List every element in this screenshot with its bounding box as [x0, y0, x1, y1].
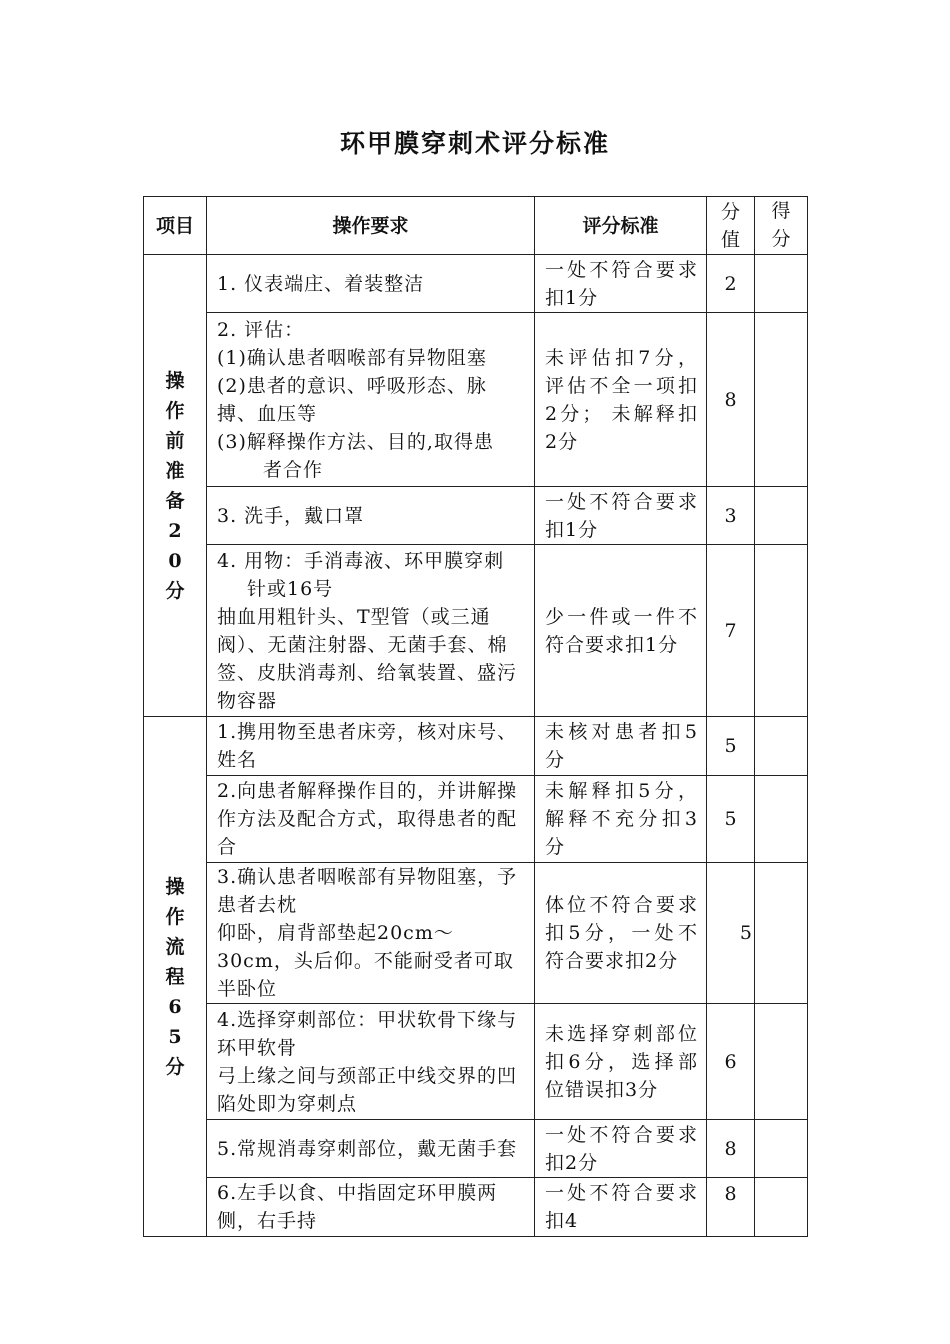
score-cell: [755, 776, 808, 863]
requirement-line: 4.选择穿刺部位：甲状软骨下缘与环甲软骨: [217, 1008, 518, 1059]
page-title: 环甲膜穿刺术评分标准: [339, 129, 610, 158]
value-cell: 6: [707, 1004, 755, 1120]
value-cell: 5: [707, 717, 755, 776]
requirement-line: 2.向患者解释操作目的，并讲解操作方法及配合方式，取得患者的配合: [217, 780, 518, 858]
header-requirement: 操作要求: [207, 197, 535, 255]
table-row: [144, 717, 808, 776]
score-cell: [755, 1178, 808, 1237]
table-row: [144, 487, 808, 545]
value-cell: 5: [707, 863, 755, 1004]
requirement-line: 者合作: [263, 458, 324, 481]
header-row: [144, 197, 808, 255]
value-cell: 3: [707, 487, 755, 545]
score-cell: [755, 313, 808, 487]
value-cell: 8: [707, 313, 755, 487]
category-label: 操作流程65分: [165, 875, 185, 1078]
standard-cell: 未评估扣7分，评估不全一项扣2分； 未解释扣2分: [535, 313, 707, 487]
standard-cell: 一处不符合要求扣1分: [535, 255, 707, 313]
header-got-line2: 分: [771, 228, 791, 250]
requirement-line: 2. 评估：: [217, 318, 305, 341]
score-cell: [755, 255, 808, 313]
category-cell: [144, 717, 207, 1237]
requirement-cell: [207, 1120, 535, 1178]
header-value-line1: 分: [720, 200, 740, 223]
requirement-cell: [207, 1178, 535, 1237]
header-item: 项目: [144, 197, 207, 255]
standard-cell: 一处不符合要求扣1分: [535, 487, 707, 545]
requirement-line: 弓上缘之间与颈部正中线交界的凹陷处即为穿刺点: [217, 1064, 518, 1115]
requirement-line: 3.确认患者咽喉部有异物阻塞，予患者去枕: [217, 866, 518, 916]
table-row: [144, 776, 808, 863]
score-cell: [755, 545, 808, 717]
score-cell: [755, 1120, 808, 1178]
value-cell: 8: [707, 1178, 755, 1237]
scoring-table: [143, 196, 808, 1237]
requirement-cell: [207, 776, 535, 863]
requirement-cell: [207, 863, 535, 1004]
requirement-line: 1.携用物至患者床旁，核对床号、姓名: [217, 721, 518, 771]
requirement-line: 5.常规消毒穿刺部位，戴无菌手套: [217, 1137, 518, 1160]
standard-cell: 未核对患者扣5分: [535, 717, 707, 776]
category-label: 操作前准备20分: [165, 369, 185, 602]
value-cell: 7: [707, 545, 755, 717]
value-cell: 8: [707, 1120, 755, 1178]
table-row: [144, 545, 808, 717]
score-cell: [755, 1004, 808, 1120]
requirement-cell: [207, 545, 535, 717]
table-row: [144, 863, 808, 1004]
requirement-line: 6.左手以食、中指固定环甲膜两侧，右手持: [217, 1182, 498, 1232]
requirement-line: 针或16号: [247, 577, 334, 600]
requirement-line: 抽血用粗针头、T型管（或三通阀）、无菌注射器、无菌手套、棉签、皮肤消毒剂、给氧装置、盛污物容器: [217, 605, 518, 712]
header-value-line2: 值: [720, 228, 740, 251]
category-cell: [144, 255, 207, 717]
requirement-line: (3)解释操作方法、目的,取得患: [217, 430, 494, 453]
standard-cell: 一处不符合要求扣2分: [535, 1120, 707, 1178]
standard-cell: 体位不符合要求扣5分，一处不符合要求扣2分: [535, 863, 707, 1004]
table-row: [144, 1120, 808, 1178]
header-standard: 评分标准: [535, 197, 707, 255]
table-row: [144, 313, 808, 487]
requirement-line: 4. 用物：手消毒液、环甲膜穿刺: [217, 549, 505, 572]
standard-cell: 未解释扣5分，解释不充分扣3分: [535, 776, 707, 863]
standard-cell: 未选择穿刺部位扣6分，选择部位错误扣3分: [535, 1004, 707, 1120]
header-got: [755, 197, 808, 255]
requirement-cell: [207, 487, 535, 545]
standard-cell: 一处不符合要求扣4: [535, 1178, 707, 1237]
table-row: [144, 255, 808, 313]
requirement-cell: [207, 1004, 535, 1120]
requirement-line: 仰卧，肩背部垫起20cm～30cm，头后仰。不能耐受者可取半卧位: [217, 922, 514, 1000]
value-cell: 2: [707, 255, 755, 313]
score-cell: [755, 863, 808, 1004]
score-cell: [755, 487, 808, 545]
standard-cell: 少一件或一件不符合要求扣1分: [535, 545, 707, 717]
requirement-line: 1. 仪表端庄、着装整洁: [217, 272, 425, 295]
requirement-line: (2)患者的意识、呼吸形态、脉搏、血压等: [217, 374, 487, 425]
requirement-cell: [207, 313, 535, 487]
score-cell: [755, 717, 808, 776]
requirement-cell: [207, 717, 535, 776]
value-cell: 5: [707, 776, 755, 863]
requirement-line: (1)确认患者咽喉部有异物阻塞: [217, 346, 487, 369]
header-value: [707, 197, 755, 255]
requirement-cell: [207, 255, 535, 313]
requirement-line: 3. 洗手，戴口罩: [217, 504, 365, 527]
table-row: [144, 1178, 808, 1237]
table-row: [144, 1004, 808, 1120]
header-got-line1: 得: [771, 200, 791, 222]
